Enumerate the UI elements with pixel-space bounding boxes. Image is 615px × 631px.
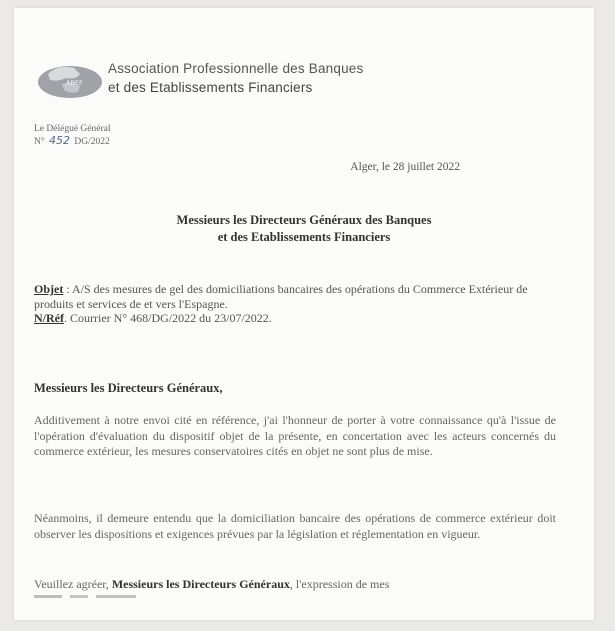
- cut-off-text-line: [34, 595, 154, 601]
- ref-prefix: N°: [34, 137, 45, 147]
- org-name-line1: Association Professionnelle des Banques: [108, 61, 364, 76]
- salutation: Messieurs les Directeurs Généraux,: [34, 381, 223, 395]
- reference-text: . Courrier N° 468/DG/2022 du 23/07/2022.: [64, 311, 272, 325]
- letter-page: [14, 8, 594, 620]
- logo-text: ABEF: [66, 79, 83, 87]
- addressee: [14, 212, 594, 246]
- body-paragraph-2: Néanmoins, il demeure entendu que la domiciliation bancaire des opérations de commerce extérieur doit observer les dispositions et exigences prévues par la législation et réglementation en vigueur.: [34, 511, 556, 541]
- subject-text: : A/S des mesures de gel des domiciliations bancaires des opérations du Commerce Extérieur de produits et services de et vers l'Espagne.: [34, 282, 528, 311]
- subject-block: [34, 282, 556, 326]
- ref-handwritten-number: 452: [49, 134, 71, 147]
- closing-end: , l'expression de mes: [289, 577, 390, 591]
- place-date: Alger, le 28 juillet 2022: [350, 161, 460, 173]
- closing-start: Veuillez agréer,: [34, 577, 112, 591]
- body-paragraph-1: Additivement à notre envoi cité en référence, j'ai l'honneur de porter à votre connaissance qu'à l'issue de l'opération d'évaluation du dispositif objet de la présente, en concertation avec les acteurs concernés du commerce extérieur, les mesures conservatoires cités en objet ne sont plus de mise.: [34, 413, 556, 459]
- addressee-line1: Messieurs les Directeurs Généraux des Banques: [176, 213, 432, 227]
- reference-number: [34, 135, 110, 148]
- organization-name: [108, 59, 363, 97]
- signatory-block: [34, 124, 110, 148]
- ref-suffix: DG/2022: [74, 137, 110, 147]
- abef-logo: [36, 60, 108, 104]
- org-name-line2: et des Etablissements Financiers: [108, 80, 313, 95]
- reference-label: N/Réf: [34, 311, 64, 325]
- closing-bold: Messieurs les Directeurs Généraux: [111, 577, 290, 591]
- addressee-line2: et des Etablissements Financiers: [217, 230, 391, 244]
- signatory-title: Le Délégué Général: [34, 124, 111, 134]
- closing-paragraph: [34, 577, 556, 593]
- subject-label: Objet: [34, 282, 64, 296]
